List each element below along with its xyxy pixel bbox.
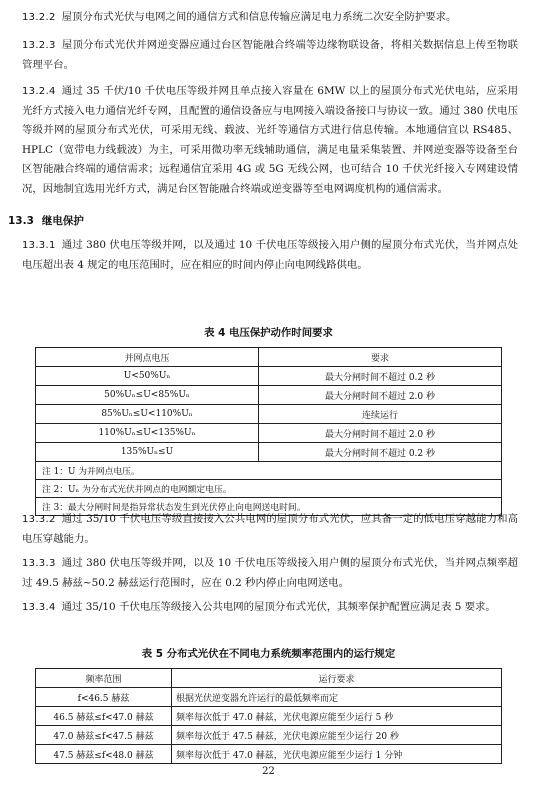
clause-number: 13.3.1 [22, 240, 56, 251]
table-row [36, 424, 502, 443]
table-cell: 47.0 赫兹≤f<47.5 赫兹 [36, 726, 172, 745]
table-cell: 频率每次低于 47.0 赫兹，光伏电源应能至少运行 1 分钟 [172, 745, 502, 764]
clause-13-2-2 [22, 8, 518, 28]
clause-text: 通过 380 伏电压等级并网，以及 10 千伏电压等级接入用户侧的屋顶分布式光伏，当并网点频率超过 49.5 赫兹~50.2 赫兹运行范围时，应在 0.2 秒内停止向电网送电。 [22, 557, 518, 589]
section-title: 继电保护 [41, 215, 84, 227]
clause-number: 13.2.3 [22, 40, 56, 51]
table-header-cell: 运行要求 [172, 669, 502, 688]
table-row [36, 688, 502, 707]
clause-13-3-2 [22, 510, 518, 549]
table-row [36, 726, 502, 745]
table-cell: 46.5 赫兹≤f<47.0 赫兹 [36, 707, 172, 726]
clause-13-3-1 [22, 236, 518, 275]
section-number: 13.3 [8, 215, 34, 227]
page-number: 22 [262, 766, 275, 777]
table-header-cell: 要求 [259, 348, 502, 367]
table5 [35, 668, 502, 764]
table-cell: 频率每次低于 47.0 赫兹，光伏电源应能至少运行 5 秒 [172, 707, 502, 726]
table-cell: 135%Uₙ≤U [36, 443, 259, 462]
clause-text: 通过 35/10 千伏电压等级直接接入公共电网的屋顶分布式光伏，应具备一定的低电压穿越能力和高电压穿越能力。 [22, 513, 518, 545]
table4-caption: 表 4 电压保护动作时间要求 [204, 327, 333, 339]
table-cell: 最大分闸时间不超过 2.0 秒 [259, 386, 502, 405]
table-note-row [36, 480, 502, 498]
table-note: 注 2：Uₙ 为分布式光伏并网点的电网额定电压。 [36, 480, 502, 498]
clause-text: 通过 35/10 千伏电压等级接入公共电网的屋顶分布式光伏，其频率保护配置应满足表 5 要求。 [61, 601, 496, 613]
table-row [36, 367, 502, 386]
table5-caption: 表 5 分布式光伏在不同电力系统频率范围内的运行规定 [141, 648, 396, 660]
table-cell: 连续运行 [259, 405, 502, 424]
table-row [36, 707, 502, 726]
table-row [36, 405, 502, 424]
table-header-cell: 频率范围 [36, 669, 172, 688]
table-cell: 85%Uₙ≤U<110%Uₙ [36, 405, 259, 424]
table-cell: U<50%Uₙ [36, 367, 259, 386]
table-header-row [36, 348, 502, 367]
table-cell: 频率每次低于 47.5 赫兹，光伏电源应能至少运行 20 秒 [172, 726, 502, 745]
table-note-row [36, 462, 502, 480]
clause-number: 13.3.4 [22, 602, 56, 613]
table-cell: 最大分闸时间不超过 0.2 秒 [259, 367, 502, 386]
clause-text: 通过 35 千伏/10 千伏电压等级并网且单点接入容量在 6MW 以上的屋顶分布式光伏电站，应采用光纤方式接入电力通信光纤专网，且配置的通信设备应与电网接入端设备接口与协议一致。通过 380 伏电压等级并网的屋顶分布式光伏，可采用无线、载波、光纤等通信方式进行信息传输。本地通信宜以 RS485、HPLC（宽带电力线载波）为主，可采用微功率无线辅助通信，满足电量采集装置、并网逆变器等设备至台区智能融合终端的通信需求；远程通信宜采用 4G 或 5G 无线公网，也可结合 10 千伏光纤接入专网建设情况，因地制宜选用光纤方式，满足台区智能融合终端或逆变器等至电网调度机构的通信需求。 [22, 85, 518, 195]
table-row [36, 386, 502, 405]
table-cell: 110%Uₙ≤U<135%Uₙ [36, 424, 259, 443]
table4 [35, 347, 502, 516]
clause-number: 13.3.3 [22, 558, 56, 569]
table-note: 注 1：U 为并网点电压。 [36, 462, 502, 480]
table-cell: 最大分闸时间不超过 0.2 秒 [259, 443, 502, 462]
section-heading-13-3 [8, 213, 84, 228]
table-cell: 最大分闸时间不超过 2.0 秒 [259, 424, 502, 443]
table-cell: f<46.5 赫兹 [36, 688, 172, 707]
clause-text: 屋顶分布式光伏并网逆变器应通过台区智能融合终端等边缘物联设备，将相关数据信息上传至物联管理平台。 [22, 39, 518, 71]
table-cell: 根据光伏逆变器允许运行的最低频率而定 [172, 688, 502, 707]
clause-13-2-4 [22, 82, 518, 199]
clause-number: 13.2.2 [22, 12, 56, 23]
clause-13-3-4 [22, 598, 518, 618]
clause-number: 13.2.4 [22, 86, 56, 97]
clause-number: 13.3.2 [22, 514, 56, 525]
table-cell: 50%Uₙ≤U<85%Uₙ [36, 386, 259, 405]
table-cell: 47.5 赫兹≤f<48.0 赫兹 [36, 745, 172, 764]
table-note: 注 3：最大分闸时间是指异常状态发生到光伏停止向电网送电时间。 [36, 498, 502, 516]
table-row [36, 745, 502, 764]
table-header-cell: 并网点电压 [36, 348, 259, 367]
clause-13-3-3 [22, 554, 518, 593]
clause-text: 通过 380 伏电压等级并网，以及通过 10 千伏电压等级接入用户侧的屋顶分布式光伏，当并网点处电压超出表 4 规定的电压范围时，应在相应的时间内停止向电网线路供电。 [22, 239, 518, 271]
table-row [36, 443, 502, 462]
clause-13-2-3 [22, 36, 518, 75]
table-header-row [36, 669, 502, 688]
clause-text: 屋顶分布式光伏与电网之间的通信方式和信息传输应满足电力系统二次安全防护要求。 [61, 11, 457, 23]
